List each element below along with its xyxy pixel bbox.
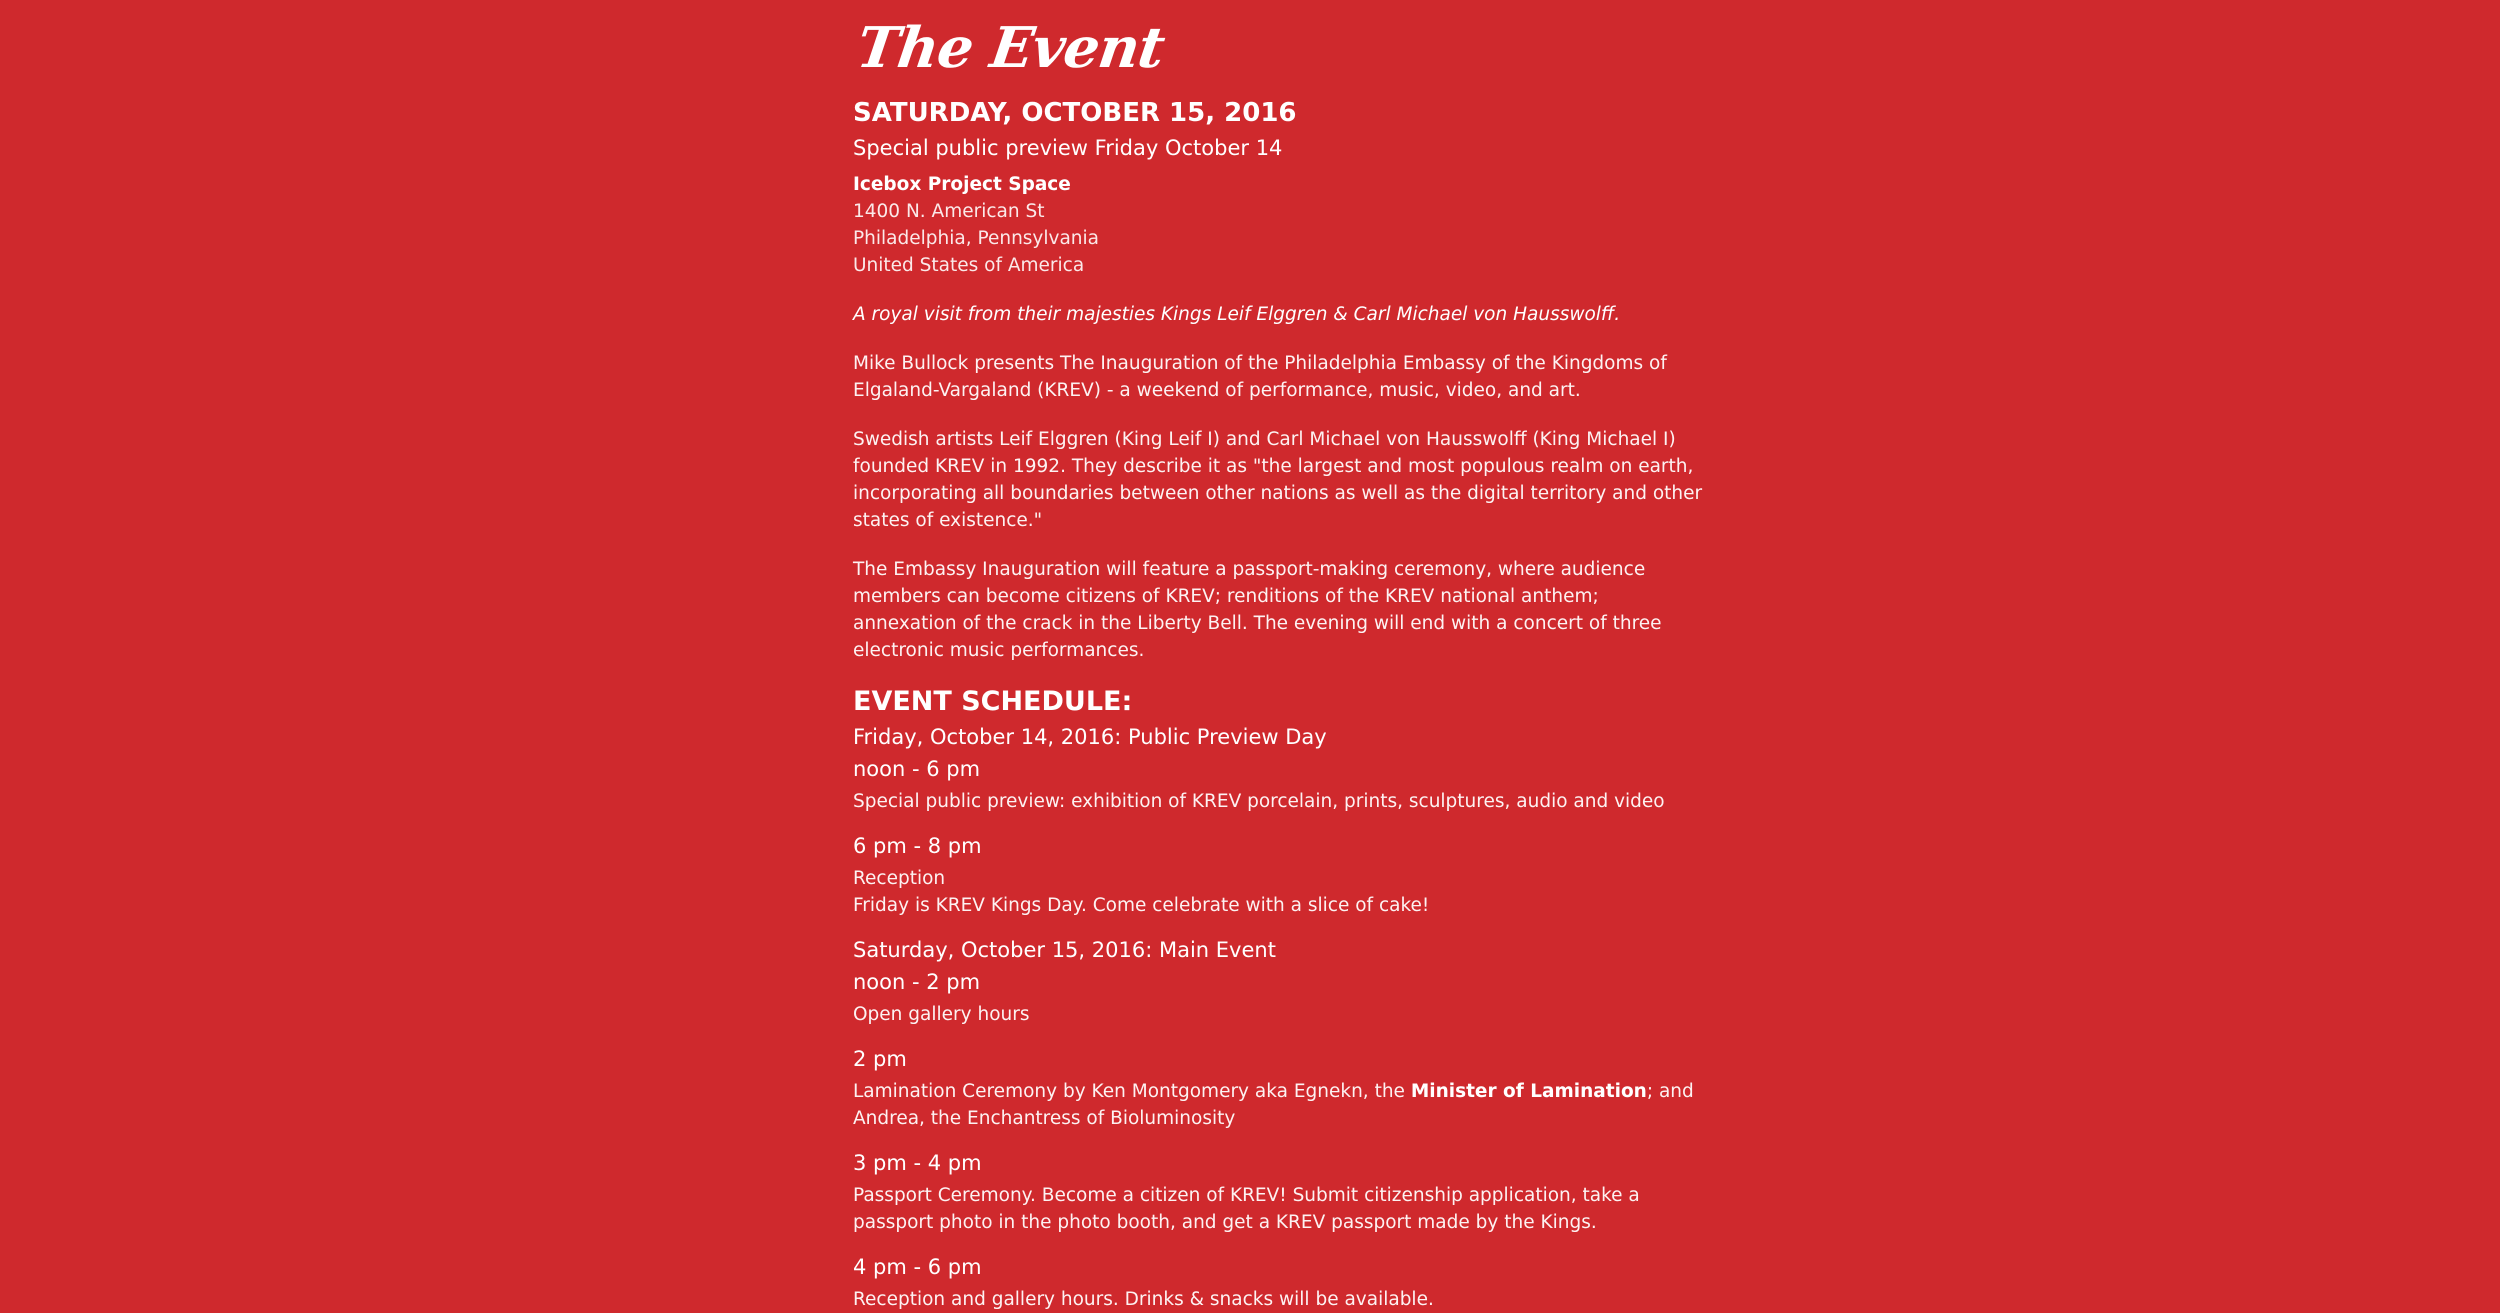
slot-time: noon - 6 pm: [853, 757, 981, 781]
friday-slot-2: [853, 831, 1703, 919]
friday-slot-1: [853, 754, 1703, 815]
schedule-title: EVENT SCHEDULE:: [853, 686, 1133, 717]
preview-note: Special public preview Friday October 14: [853, 136, 1283, 160]
slot-description: Open gallery hours: [853, 1004, 1030, 1025]
slot-description-line: Reception: [853, 868, 946, 889]
saturday-slot-2: [853, 1044, 1703, 1132]
venue-name: Icebox Project Space: [853, 174, 1071, 195]
slot-description: [853, 865, 1703, 919]
tagline: A royal visit from their majesties Kings Leif Elggren & Carl Michael von Hausswolff.: [853, 304, 1621, 325]
event-date: SATURDAY, OCTOBER 15, 2016: [853, 98, 1297, 128]
slot-time: 6 pm - 8 pm: [853, 834, 982, 858]
slot-description-line: Friday is KREV Kings Day. Come celebrate with a slice of cake!: [853, 895, 1430, 916]
intro-paragraph-1: Mike Bullock presents The Inauguration of the Philadelphia Embassy of the Kingdoms of Elgaland-Vargaland (KREV) - a weekend of performance, music, video, and art.: [853, 353, 1667, 401]
slot-description: Reception and gallery hours. Drinks & snacks will be available.: [853, 1289, 1434, 1310]
friday-heading: Friday, October 14, 2016: Public Preview Day: [853, 725, 1327, 749]
event-content: [853, 0, 1703, 1313]
saturday-slot-1: [853, 967, 1703, 1028]
slot-description: Passport Ceremony. Become a citizen of KREV! Submit citizenship application, take a passport photo in the photo booth, and get a KREV passport made by the Kings.: [853, 1185, 1640, 1233]
saturday-heading: Saturday, October 15, 2016: Main Event: [853, 938, 1276, 962]
slot-description-text: Lamination Ceremony by Ken Montgomery aka Egnekn, the: [853, 1081, 1411, 1102]
intro-paragraph-3: The Embassy Inauguration will feature a passport-making ceremony, where audience members can become citizens of KREV; renditions of the KREV national anthem; annexation of the crack in the Liberty Bell. The evening will end with a concert of three electronic music performances.: [853, 559, 1662, 661]
venue-city: Philadelphia, Pennsylvania: [853, 228, 1100, 249]
venue-country: United States of America: [853, 255, 1085, 276]
slot-description-text: ; and Andrea, the Enchantress of Bioluminosity: [853, 1081, 1694, 1129]
slot-time: 2 pm: [853, 1047, 907, 1071]
slot-description: [853, 1078, 1703, 1132]
slot-description: Special public preview: exhibition of KREV porcelain, prints, sculptures, audio and video: [853, 791, 1665, 812]
intro-paragraph-2: Swedish artists Leif Elggren (King Leif I) and Carl Michael von Hausswolff (King Michael I) founded KREV in 1992. They describe it as "the largest and most populous realm on earth, incorporating all boundaries between other nations as well as the digital territory and other states of existence.": [853, 429, 1703, 531]
slot-time: 3 pm - 4 pm: [853, 1151, 982, 1175]
venue-street: 1400 N. American St: [853, 201, 1045, 222]
saturday-slot-4: [853, 1252, 1703, 1313]
logo-title: The Event: [852, 15, 1169, 81]
venue-address: [853, 171, 1703, 279]
minister-of-lamination-link[interactable]: Minister of Lamination: [1410, 1081, 1647, 1102]
saturday-slot-3: [853, 1148, 1703, 1236]
slot-time: noon - 2 pm: [853, 970, 981, 994]
slot-time: 4 pm - 6 pm: [853, 1255, 982, 1279]
